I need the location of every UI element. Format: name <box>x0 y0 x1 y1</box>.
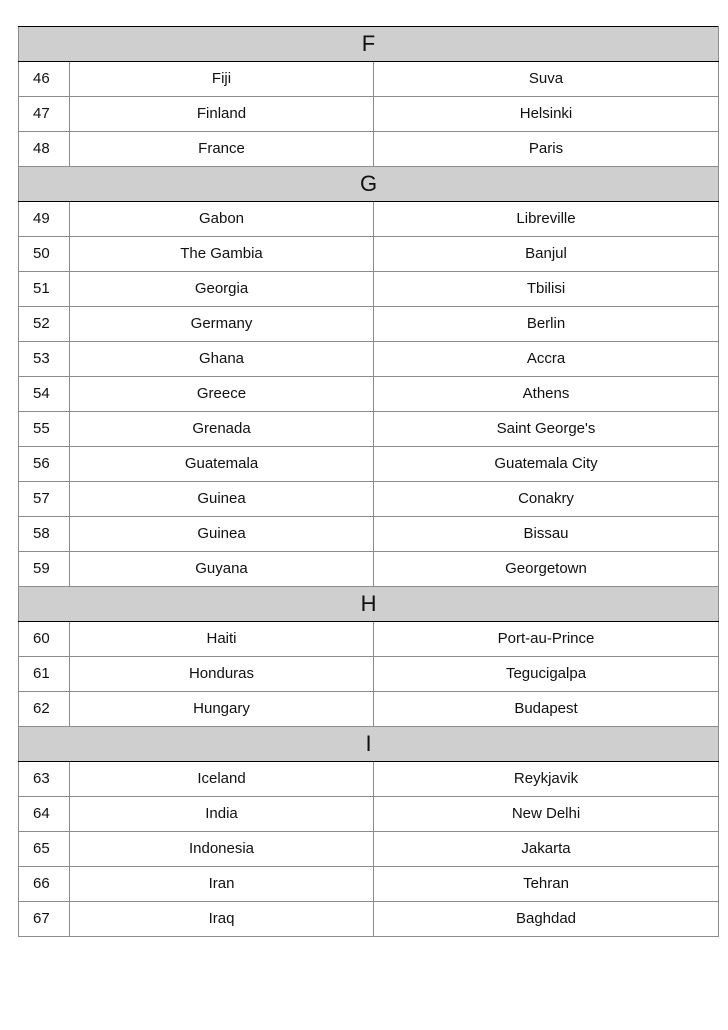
country-name: Iran <box>70 867 374 902</box>
section-header-row <box>19 587 719 622</box>
table-row <box>19 797 719 832</box>
section-header-row <box>19 167 719 202</box>
row-number: 54 <box>19 377 70 412</box>
country-name: Fiji <box>70 62 374 97</box>
country-name: Hungary <box>70 692 374 727</box>
country-name: Germany <box>70 307 374 342</box>
section-letter: G <box>19 167 719 202</box>
row-number: 52 <box>19 307 70 342</box>
row-number: 50 <box>19 237 70 272</box>
country-name: Iraq <box>70 902 374 937</box>
capital-name: Baghdad <box>374 902 719 937</box>
row-number: 55 <box>19 412 70 447</box>
table-row <box>19 482 719 517</box>
table-row <box>19 377 719 412</box>
country-name: France <box>70 132 374 167</box>
table-row <box>19 832 719 867</box>
table-row <box>19 272 719 307</box>
capital-name: Tegucigalpa <box>374 657 719 692</box>
table-row <box>19 62 719 97</box>
table-row <box>19 237 719 272</box>
row-number: 63 <box>19 762 70 797</box>
capital-name: Helsinki <box>374 97 719 132</box>
table-row <box>19 552 719 587</box>
row-number: 48 <box>19 132 70 167</box>
table-row <box>19 132 719 167</box>
country-name: Guyana <box>70 552 374 587</box>
section-header-row <box>19 27 719 62</box>
row-number: 66 <box>19 867 70 902</box>
row-number: 67 <box>19 902 70 937</box>
section-letter: H <box>19 587 719 622</box>
country-name: Iceland <box>70 762 374 797</box>
table-row <box>19 762 719 797</box>
table-row <box>19 867 719 902</box>
table-row <box>19 517 719 552</box>
capital-name: Athens <box>374 377 719 412</box>
table-body <box>19 27 719 937</box>
row-number: 62 <box>19 692 70 727</box>
row-number: 65 <box>19 832 70 867</box>
capital-name: Suva <box>374 62 719 97</box>
capital-name: Port-au-Prince <box>374 622 719 657</box>
capital-name: Libreville <box>374 202 719 237</box>
table-row <box>19 202 719 237</box>
row-number: 53 <box>19 342 70 377</box>
capital-name: Reykjavik <box>374 762 719 797</box>
capital-name: Tehran <box>374 867 719 902</box>
country-name: Haiti <box>70 622 374 657</box>
country-name: Greece <box>70 377 374 412</box>
table-row <box>19 342 719 377</box>
country-name: Guinea <box>70 482 374 517</box>
table-row <box>19 97 719 132</box>
capital-name: New Delhi <box>374 797 719 832</box>
capital-name: Guatemala City <box>374 447 719 482</box>
row-number: 57 <box>19 482 70 517</box>
table-row <box>19 307 719 342</box>
country-name: Guatemala <box>70 447 374 482</box>
section-letter: F <box>19 27 719 62</box>
row-number: 49 <box>19 202 70 237</box>
country-name: Indonesia <box>70 832 374 867</box>
row-number: 47 <box>19 97 70 132</box>
country-name: Georgia <box>70 272 374 307</box>
capital-name: Berlin <box>374 307 719 342</box>
table-row <box>19 412 719 447</box>
capital-name: Paris <box>374 132 719 167</box>
country-name: The Gambia <box>70 237 374 272</box>
row-number: 56 <box>19 447 70 482</box>
country-name: Gabon <box>70 202 374 237</box>
table-row <box>19 447 719 482</box>
capital-name: Accra <box>374 342 719 377</box>
table-row <box>19 657 719 692</box>
row-number: 60 <box>19 622 70 657</box>
country-name: Grenada <box>70 412 374 447</box>
country-name: Ghana <box>70 342 374 377</box>
countries-capitals-table <box>18 26 719 937</box>
capital-name: Budapest <box>374 692 719 727</box>
table-row <box>19 622 719 657</box>
section-letter: I <box>19 727 719 762</box>
capital-name: Bissau <box>374 517 719 552</box>
row-number: 46 <box>19 62 70 97</box>
capital-name: Banjul <box>374 237 719 272</box>
row-number: 51 <box>19 272 70 307</box>
table-row <box>19 692 719 727</box>
country-name: Finland <box>70 97 374 132</box>
table-row <box>19 902 719 937</box>
row-number: 61 <box>19 657 70 692</box>
capital-name: Saint George's <box>374 412 719 447</box>
country-name: Guinea <box>70 517 374 552</box>
row-number: 59 <box>19 552 70 587</box>
row-number: 58 <box>19 517 70 552</box>
capital-name: Conakry <box>374 482 719 517</box>
country-name: India <box>70 797 374 832</box>
section-header-row <box>19 727 719 762</box>
row-number: 64 <box>19 797 70 832</box>
capital-name: Georgetown <box>374 552 719 587</box>
capital-name: Jakarta <box>374 832 719 867</box>
country-name: Honduras <box>70 657 374 692</box>
capital-name: Tbilisi <box>374 272 719 307</box>
